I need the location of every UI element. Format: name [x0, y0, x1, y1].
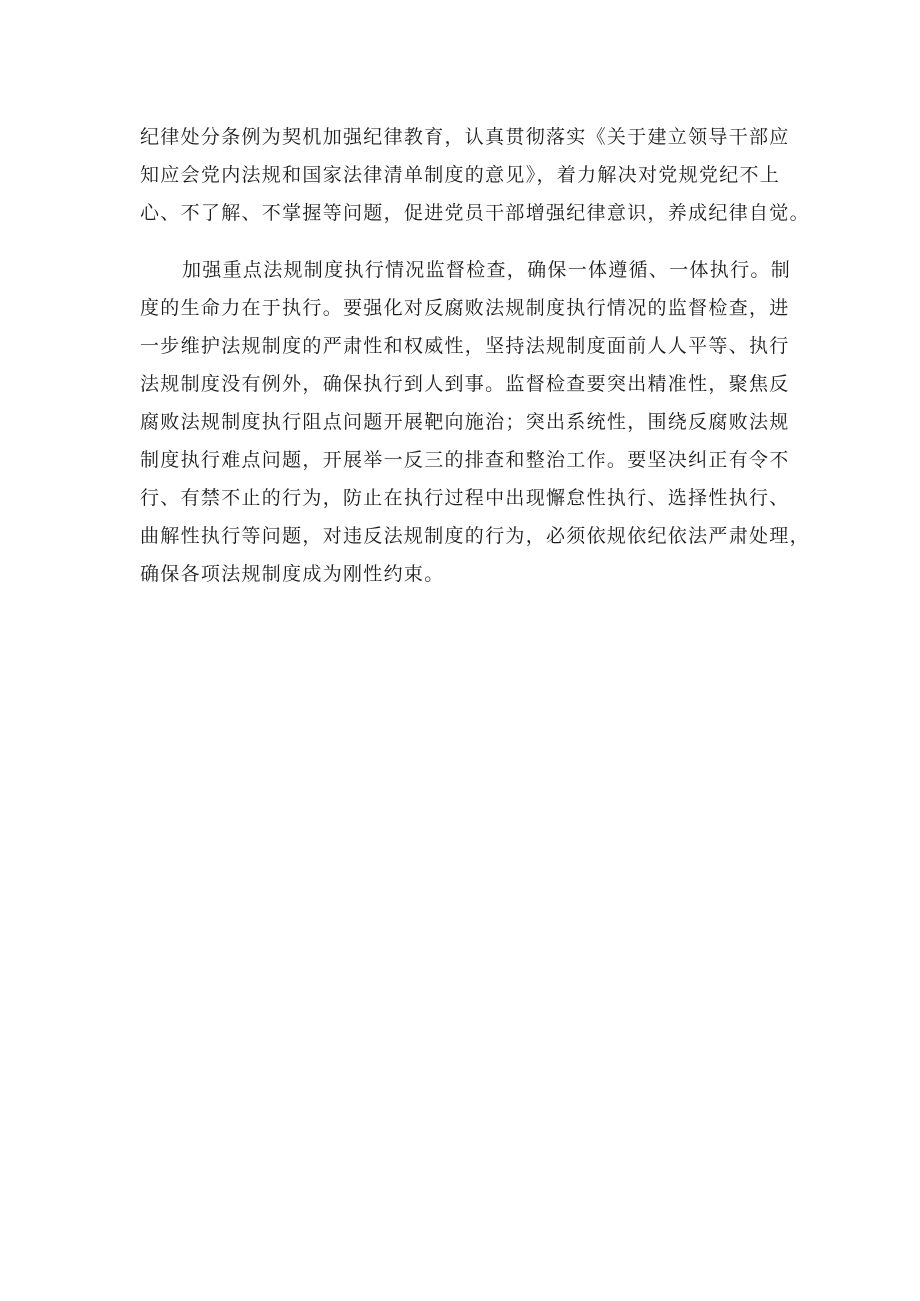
paragraph-line: 制度执行难点问题，开展举一反三的排查和整治工作。要坚决纠正有令不	[140, 449, 790, 471]
paragraph-line: 度的生命力在于执行。要强化对反腐败法规制度执行情况的监督检查，进	[140, 297, 790, 319]
paragraph-line: 腐败法规制度执行阻点问题开展靶向施治；突出系统性，围绕反腐败法规	[140, 411, 790, 433]
paragraph-line: 加强重点法规制度执行情况监督检查，确保一体遵循、一体执行。制	[182, 259, 792, 281]
paragraph-line: 纪律处分条例为契机加强纪律教育，认真贯彻落实《关于建立领导干部应	[140, 126, 790, 148]
paragraph-line: 一步维护法规制度的严肃性和权威性，坚持法规制度面前人人平等、执行	[140, 335, 790, 357]
paragraph-1	[140, 118, 810, 232]
paragraph-line: 确保各项法规制度成为刚性约束。	[140, 563, 445, 585]
document-body	[140, 118, 810, 593]
paragraph-2	[140, 251, 810, 593]
paragraph-line: 心、不了解、不掌握等问题，促进党员干部增强纪律意识，养成纪律自觉。	[140, 202, 810, 224]
paragraph-line: 知应会党内法规和国家法律清单制度的意见》，着力解决对党规党纪不上	[140, 164, 781, 186]
paragraph-line: 法规制度没有例外，确保执行到人到事。监督检查要突出精准性，聚焦反	[140, 373, 790, 395]
paragraph-line: 行、有禁不止的行为，防止在执行过程中出现懈怠性执行、选择性执行、	[140, 487, 790, 509]
paragraph-line: 曲解性执行等问题，对违反法规制度的行为，必须依规依纪依法严肃处理，	[140, 525, 810, 547]
